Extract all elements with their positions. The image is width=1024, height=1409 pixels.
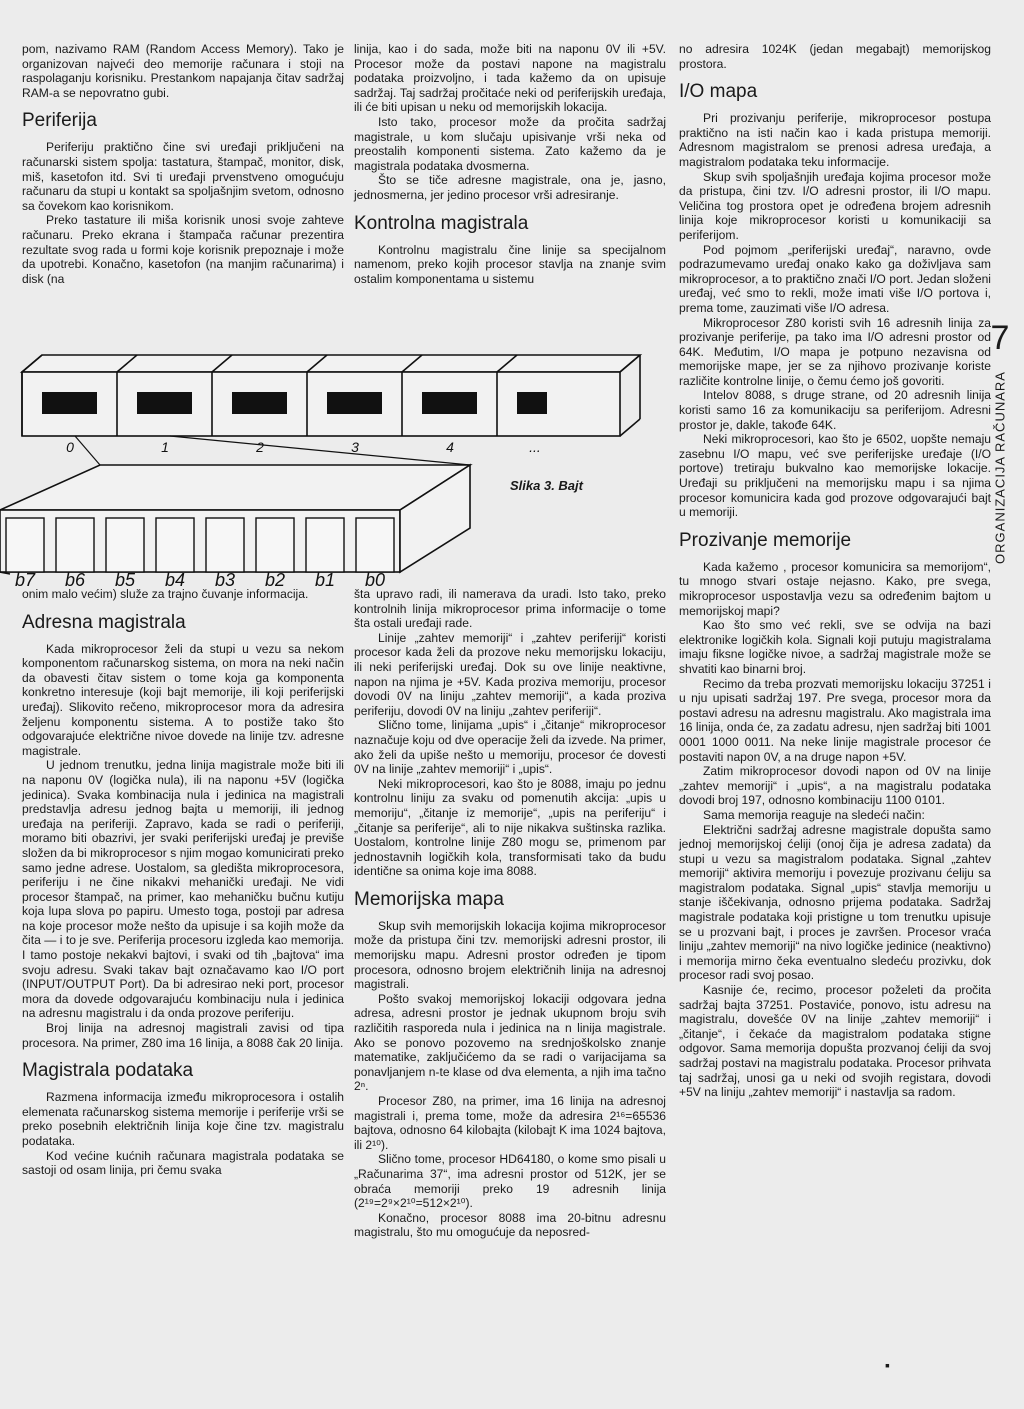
heading-magistrala-podataka: Magistrala podataka bbox=[22, 1060, 194, 1082]
paragraph: Kada kažemo , procesor komunicira sa memorijom“, tu mnogo stvari ostaje nejasno. Kako, pre svega, mikroprocesor uspostavlja vezu sa određenim bajtom u memorijskoj mapi? bbox=[679, 559, 991, 618]
paragraph: Preko tastature ili miša korisnik unosi svoje zahteve računaru. Preko ekrana i štampača računar prezentira rezultate svog rada u formi koje korisnik prepoznaje i može da upotrebi. Konačno, kasetofon (na manjim računarima) i disk (na bbox=[22, 213, 344, 286]
byte-address-label: 4 bbox=[446, 439, 454, 455]
paragraph: Sama memorija reaguje na sledeći način: bbox=[703, 807, 925, 822]
bit-label: b7 bbox=[14, 570, 36, 590]
paragraph: Linije „zahtev memoriji“ i „zahtev periferiji“ koristi procesor kada želi da prozove neku memorijsku lokaciju, ili neki periferijski uređaj. Dok su ove linije neaktivne, napon na njima je +5V. Kada proziva memoriju, procesor dovodi 0V na liniju „zahtev memoriji“, a kada proziva periferiju, dovodi 0V na liniju „zahtev periferiji“. bbox=[354, 630, 666, 718]
end-mark: ▪ bbox=[885, 1357, 890, 1373]
paragraph: Broj linija na adresnoj magistrali zavisi od tipa procesora. Na primer, Z80 ima 16 linija, a 8088 čak 20 linija. bbox=[22, 1021, 344, 1050]
bit-label: b5 bbox=[114, 570, 136, 590]
zoom-lines bbox=[75, 436, 470, 465]
bit-label: b0 bbox=[364, 570, 386, 590]
paragraph: Slično tome, linijama „upis“ i „čitanje“ mikroprocesor naznačuje koju od dve operacije želi da izvede. Na primer, ako želi da upiše nešto u memoriju, procesor će dovesti 0V na linije „zahtev memoriji“ i „upis“. bbox=[354, 718, 666, 777]
heading-adresna-magistrala: Adresna magistrala bbox=[22, 611, 186, 633]
paragraph: Razmena informacija između mikroprocesora i ostalih elemenata računarskog sistema memorije i periferije vrši se preko posebnih električnih linija koje čine tzv. magistralu podataka. bbox=[22, 1090, 344, 1148]
byte-address-label: 0 bbox=[66, 439, 74, 455]
heading-periferija: Periferija bbox=[22, 110, 97, 132]
heading-memorijska-mapa: Memorijska mapa bbox=[354, 888, 504, 910]
paragraph: Neki mikroprocesori, kao što je 8088, imaju po jednu kontrolnu liniju za svaku od pomenutih akcija: „upis u memoriju“, „čitanje iz memorije“, „upis na periferiju“ i „čitanje sa periferije“, ali to nije nikakva suštinska razlika. Uostalom, kontrolne linije Z80 mogu se, primenom par jednostavnih logičkih kola, transformisati tako da budu identične sa onima koje ima 8088. bbox=[354, 776, 666, 879]
bit-cell bbox=[206, 518, 244, 572]
paragraph: Recimo da treba prozvati memorijsku lokaciju 37251 i u nju upisati sadržaj 197. Pre svega, procesor mora da postavi adresu na adresnu magistralu. Ako magistrala ima 16 linija, onda će, za zadatu adresu, njen sadržaj biti 1001 0001 1000 0011. Na neke linije magistrale procesor će postaviti napon 0V, a na druge napon +5V. bbox=[679, 676, 991, 764]
bit-cell bbox=[56, 518, 94, 572]
column-2-bottom bbox=[354, 587, 666, 1240]
paragraph: Što se tiče adresne magistrale, ona je, jasno, jednosmerna, jer jedino procesor vrši adresiranje. bbox=[354, 173, 666, 202]
paragraph: Konačno, procesor 8088 ima 20-bitnu adresnu magistralu, što mu omogućuje da neposred- bbox=[354, 1210, 666, 1240]
byte-address-label: 3 bbox=[351, 439, 359, 455]
paragraph: Slično tome, procesor HD64180, o kome smo pisali u „Računarima 37“, ima adresni prostor od 512K, jer se obraća memoriji preko 19 adresnih linija (2¹⁹=2⁹×2¹⁰=512×2¹⁰). bbox=[354, 1152, 666, 1211]
bit-cell bbox=[106, 518, 144, 572]
paragraph: Skup svih memorijskih lokacija kojima mikroprocesor može da pristupa čini tzv. memorijski adresni prostor, ili memorijsku mapu. Adresni prostor određen je tipom procesora, odnosno brojem električnih linija na adresnoj magistrali. bbox=[354, 918, 666, 992]
heading-kontrolna-magistrala: Kontrolna magistrala bbox=[354, 212, 529, 234]
paragraph: pom, nazivamo RAM (Random Access Memory). Tako je organizovan najveći deo memorije računara i stoji na raspolaganju korisniku. Prestankom napajanja čitav sadržaj RAM-a se nepovratno gubi. bbox=[22, 42, 344, 100]
heading-prozivanje-memorije: Prozivanje memorije bbox=[679, 529, 852, 551]
paragraph: Pod pojmom „periferijski uređaj“, naravno, ovde podrazumevamo uređaj onako kako ga doživljava sam mikroprocesor, a to praktično znači I/O port. Jedan složeni uređaj, već smo to rekli, može imati više I/O portova i, prema tome, zauzimati više I/O adresa. bbox=[679, 242, 991, 315]
paragraph: Mikroprocesor Z80 koristi svih 16 adresnih linija za prozivanje periferije, pa tako ima I/O adresni prostor od 64K. Međutim, I/O mapa je potpuno nezavisna od memorijske mape, jer se za njihovo prozivanje koriste različite kontrolne linije, o čemu ćemo još govoriti. bbox=[679, 315, 991, 388]
byte-address-label: 1 bbox=[161, 439, 169, 455]
paragraph: Kontrolnu magistralu čine linije sa specijalnom namenom, preko kojih procesor stavlja na znanje svim ostalim komponentama u sistemu bbox=[354, 242, 666, 286]
side-margin bbox=[982, 319, 1018, 564]
column-3 bbox=[679, 42, 991, 1100]
paragraph: Procesor Z80, na primer, ima 16 linija na adresnoj magistrali i, prema tome, može da adresira 2¹⁶=65536 bajtova, odnosno 64 kilobajta (kilobajt K ima 1024 bajtova, ili 2¹⁰). bbox=[354, 1094, 666, 1152]
byte-address-label: 2 bbox=[256, 439, 264, 455]
memory-cell-partial bbox=[517, 392, 547, 414]
paragraph: Zatim mikroprocesor dovodi napon od 0V na linije „zahtev memoriji“ i „upis“, a na magistralu podataka dovodi broj 197, odnosno kombinaciju 1100 0101. bbox=[679, 764, 991, 808]
paragraph: šta upravo radi, ili namerava da uradi. Isto tako, preko kontrolnih linija mikroprocesor prima informacije o tome šta ostali uređaji rade. bbox=[354, 587, 666, 631]
column-1-bottom bbox=[22, 587, 344, 1178]
paragraph: Kasnije će, recimo, procesor poželeti da pročita sadržaj bajta 37251. Postaviće, ponovo, istu adresu na magistralu, dovešće 0V na linije „zahtev memoriji“ i „čitanje“, i čekaće da magistralom podataka stigne odgovor. Sama memorija dopušta prozvanoj ćeliji da svoj sadržaj postavi na magistralu podataka. Procesor prihvata taj sadržaj, unosi ga u neki od svojih registara, dovodi +5V na liniju „zahtev memoriji“ i nastavlja sa radom. bbox=[679, 983, 991, 1100]
paragraph: Kod većine kućnih računara magistrala podataka se sastoji od osam linija, pri čemu svaka bbox=[22, 1148, 344, 1178]
bit-label: b4 bbox=[164, 570, 186, 590]
heading-io-mapa: I/O mapa bbox=[679, 81, 758, 103]
paragraph: Pošto svakoj memorijskoj lokaciji odgovara jedna adresa, adresni prostor je jednak ukupnom broju svih različitih rasporeda nula i jedinica na n linija magistrale. Ako se ponovo pozovemo na srednjoškolsko znanje matematike, zaključićemo da se radi o varijacijama sa ponavljanjem n-te klase od dva elementa, a njih ima tačno 2ⁿ. bbox=[354, 991, 666, 1094]
figure-caption: Slika 3. Bajt bbox=[510, 478, 583, 493]
paragraph: Kada mikroprocesor želi da stupi u vezu sa nekom komponentom računarskog sistema, on mora na neki način da obavesti čitav sistem o tome koja ga komponenta konkretno interesuje (koji bajt memorije, ili koji periferijski uređaj). Slikovito rečeno, mikroprocesor mora da adresira željenu komponentu sistema. A to postiže tako što odgovarajuće električne nivoe dovede na linije tzv. adresne magistrale. bbox=[22, 641, 344, 758]
bit-cell bbox=[6, 518, 44, 572]
bit-label: b3 bbox=[214, 570, 236, 590]
column-2-top bbox=[354, 42, 666, 286]
paragraph: Skup svih spoljašnjih uređaja kojima procesor može da pristupa, čini tzv. I/O adresni prostor, ili I/O mapu. Veličina tog prostora opet je određena brojem adresnih linija koje mikroprocesor koristi u komunikaciji sa periferijom. bbox=[679, 169, 991, 242]
bit-cell bbox=[306, 518, 344, 572]
page-number: 7 bbox=[990, 319, 1010, 357]
byte-figure bbox=[0, 340, 680, 590]
byte-address-labels bbox=[66, 439, 541, 455]
paragraph: Periferiju praktično čine svi uređaji priključeni na računarski sistem spolja: tastatura, štampač, monitor, disk, miš, kasetofon itd. Svi ti uređaji prvenstveno omogućuju računaru da stupi u kontakt sa spoljašnjim svetom, odnosno sa čovekom kao korisnikom. bbox=[22, 140, 344, 213]
byte-address-label: ... bbox=[529, 439, 541, 455]
bit-cell bbox=[156, 518, 194, 572]
paragraph: Neki mikroprocesori, kao što je 6502, uopšte nemaju zasebnu I/O mapu, već sve periferijske uređaje (I/O portove) tretiraju bukvalno kao memorijske lokacije. Uređaji su priključeni na memorijsku mapu i sa njima procesor komunicira kada god prozove odgovarajući bajt u memoriji. bbox=[679, 432, 991, 520]
paragraph: onim malo većim) služe za trajno čuvanje informacija. bbox=[22, 587, 309, 601]
paragraph: Kao što smo već rekli, sve se odvija na bazi elektronike logičkih kola. Signali koji putuju magistralama imaju fiksne logičke nivoe, a sadržaj magistrale može se shvatiti kao binarni broj. bbox=[679, 618, 991, 676]
bit-label: b2 bbox=[264, 570, 286, 590]
paragraph: no adresira 1024K (jedan megabajt) memorijskog prostora. bbox=[679, 42, 991, 71]
bit-cell bbox=[256, 518, 294, 572]
paragraph: Električni sadržaj adresne magistrale dopušta samo jednoj memorijskoj ćeliji (onoj čija je adresa zadata) da stupi u vezu sa magistralom podataka. Signal „zahtev memoriji“ aktivira memoriju i povezuje prozivanu ćeliju sa magistralom podataka. Signal „upis“ stavlja memoriju u stanje iščekivanja, odnosno prijema podataka. Sadržaj magistrale podataka koji pristigne u tom trenutku upisuje se u prozvani bajt, i proces je završen. Procesor vraća liniju „zahtev memoriji“ na nivo logičke jedinice (neaktivno) i memorija mirno čeka eventualno sledeću prozivku, dok procesor radi svoj posao. bbox=[679, 822, 991, 983]
paragraph: Pri prozivanju periferije, mikroprocesor postupa praktično na isti način kao i kada pristupa memoriji. Adresnom magistralom se prenosi adresa uređaja, a magistralom podataka teku informacije. bbox=[679, 111, 991, 169]
paragraph: U jednom trenutku, jedna linija magistrale može biti ili na naponu 0V (logička nula), ili na naponu +5V (logička jedinica). Svaka kombinacija nula i jedinica na magistrali predstavlja adresu jednog bajta u memoriji, ili jednog uređaja na periferiji. Zapravo, kada se radi o periferiji, moramo biti obazrivi, jer svaki periferijski uređaj je previše složen da bi mikroprocesor s njim mogao komunicirati preko samo jedne adrese. Uostalom, sa gledišta mikroprocesora, periferiju i ne čine nikakvi mehanički uređaji. Ne vidi procesor štampač, na primer, kao mehaničku bučnu kutiju koja lupa slova po papiru. Umesto toga, postoji par adresa na koje procesor može nešto da upisuje i sa kojih može da čita — i to je sve. Periferija procesoru izgleda kao memorija. I tamo postoje nekakvi bajtovi, i svaki od tih „bajtova“ ima svoju adresu. Svaki takav bajt označavamo kao I/O port (INPUT/OUTPUT Port). Da bi adresirao neki port, procesor mora da dovede odgovarajuću kombinaciju nula i jedinica na adresnu magistralu i da onda prozove periferiju. bbox=[22, 758, 344, 1021]
bit-label: b1 bbox=[314, 570, 336, 590]
bit-cell bbox=[356, 518, 394, 572]
paragraph: linija, kao i do sada, može biti na naponu 0V ili +5V. Procesor može da postavi napone na magistralu podataka proizvoljno, i tada kažemo da on upisuje sadržaj. Taj sadržaj pročitaće neki od periferijskih uređaja, ili će biti upisan u neku od memorijskih lokacija. bbox=[354, 42, 666, 115]
section-title-vertical: ORGANIZACIJA RAČUNARA bbox=[992, 371, 1008, 564]
column-1-top bbox=[22, 42, 344, 286]
paragraph: Isto tako, procesor može da pročita sadržaj magistrale, u kom slučaju upisivanje vrši neka od preostalih komponenti sistema. Zato kažemo da je magistrala podataka dvosmerna. bbox=[354, 114, 666, 173]
paragraph: Intelov 8088, s druge strane, od 20 adresnih linija koristi samo 16 za komunikaciju sa periferijom. Adresni prostor je, dakle, takođe 64K. bbox=[679, 388, 991, 432]
bit-label: b6 bbox=[64, 570, 86, 590]
